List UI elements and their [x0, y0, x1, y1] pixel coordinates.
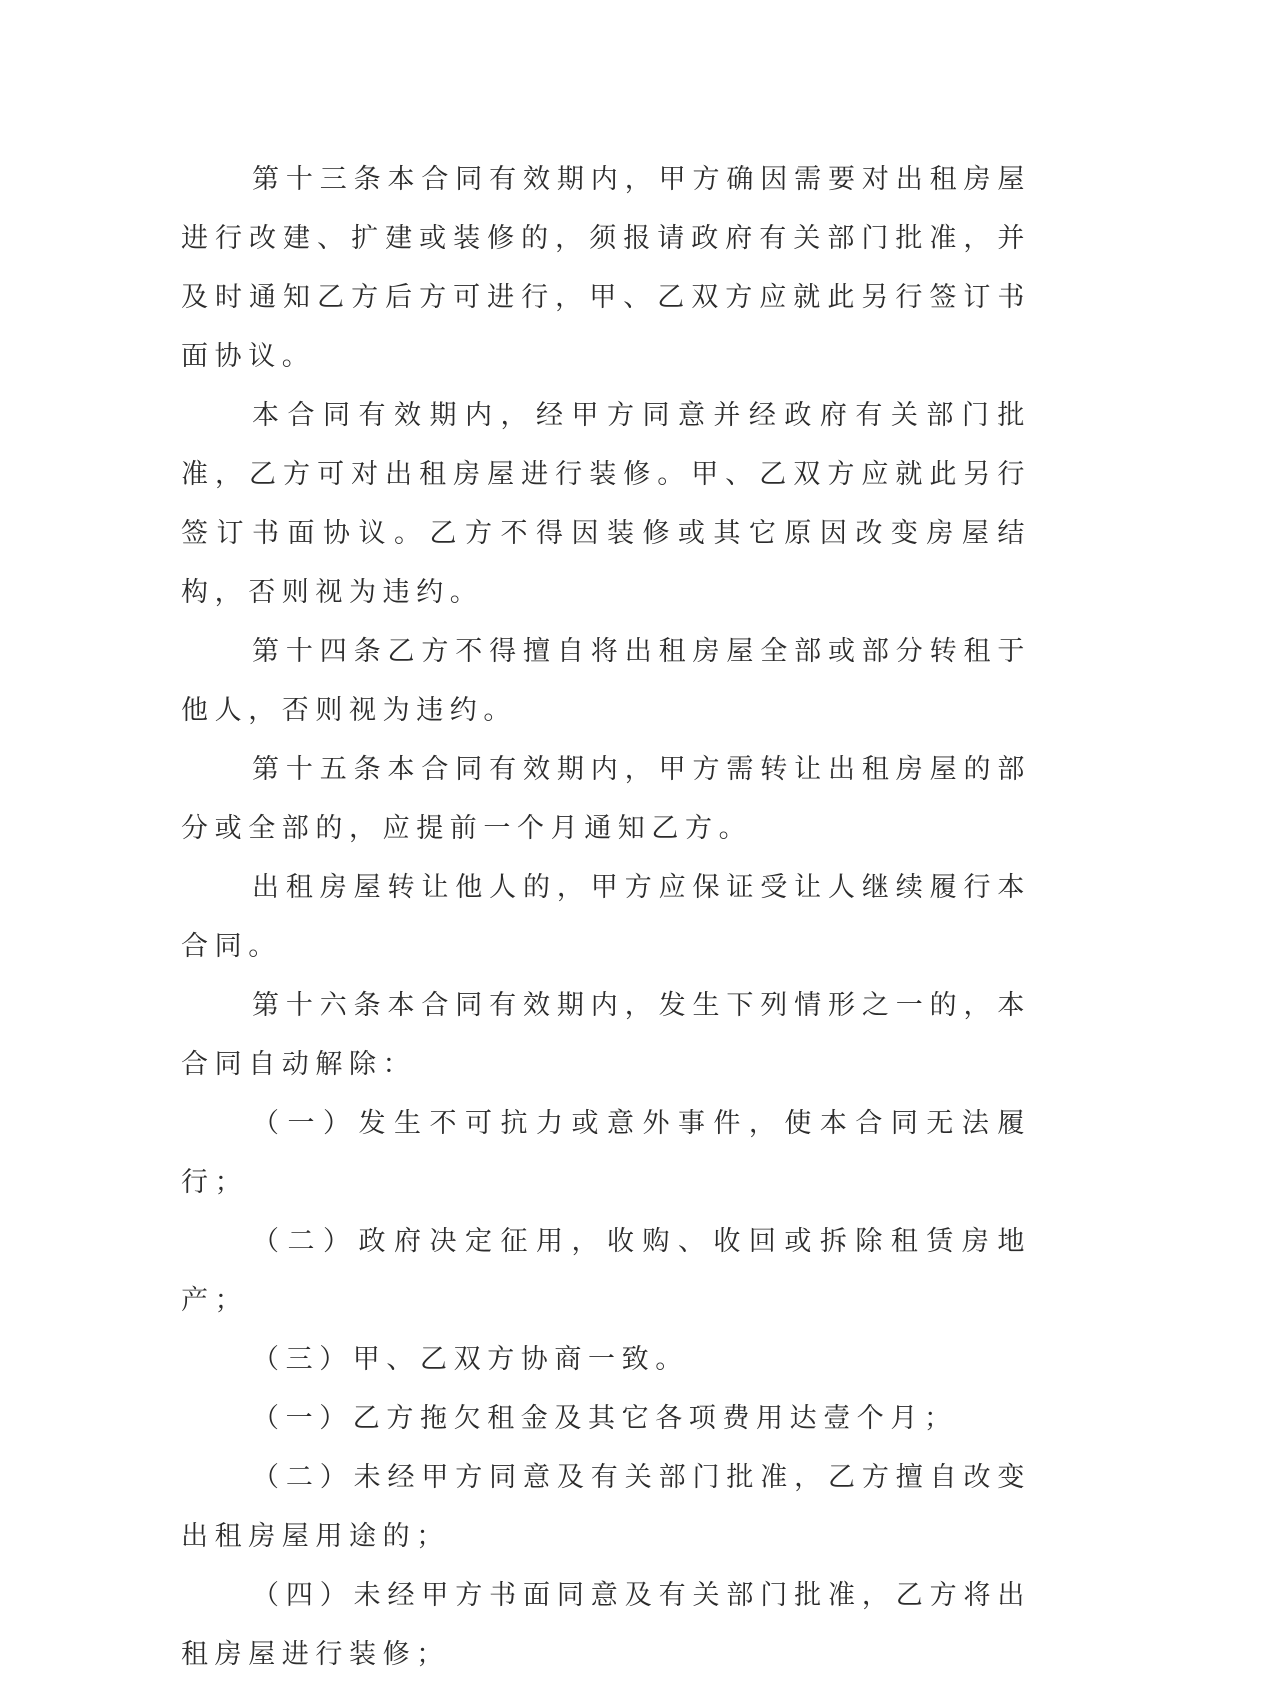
article-15-paragraph: 第十五条本合同有效期内，甲方需转让出租房屋的部分或全部的，应提前一个月通知乙方。 — [181, 754, 1031, 844]
list-item: （一）乙方拖欠租金及其它各项费用达壹个月； — [252, 1403, 958, 1434]
transfer-paragraph: 出租房屋转让他人的，甲方应保证受让人继续履行本合同。 — [181, 872, 1031, 962]
list-item: （一）发生不可抗力或意外事件，使本合同无法履行； — [181, 1108, 1031, 1198]
document-body — [181, 150, 1031, 1684]
renovation-approval-paragraph: 本合同有效期内，经甲方同意并经政府有关部门批准，乙方可对出租房屋进行装修。甲、乙双方应就此另行签订书面协议。乙方不得因装修或其它原因改变房屋结构，否则视为违约。 — [181, 400, 1031, 608]
article-16-paragraph: 第十六条本合同有效期内，发生下列情形之一的，本合同自动解除： — [181, 990, 1031, 1080]
article-13-paragraph: 第十三条本合同有效期内，甲方确因需要对出租房屋进行改建、扩建或装修的，须报请政府有关部门批准，并及时通知乙方后方可进行，甲、乙双方应就此另行签订书面协议。 — [181, 164, 1031, 372]
article-14-paragraph: 第十四条乙方不得擅自将出租房屋全部或部分转租于他人，否则视为违约。 — [181, 636, 1031, 726]
list-item: （三）甲、乙双方协商一致。 — [252, 1344, 689, 1375]
list-item: （四）未经甲方书面同意及有关部门批准，乙方将出租房屋进行装修； — [181, 1580, 1031, 1670]
list-item: （二）政府决定征用，收购、收回或拆除租赁房地产； — [181, 1226, 1031, 1316]
list-item: （二）未经甲方同意及有关部门批准，乙方擅自改变出租房屋用途的； — [181, 1462, 1031, 1552]
